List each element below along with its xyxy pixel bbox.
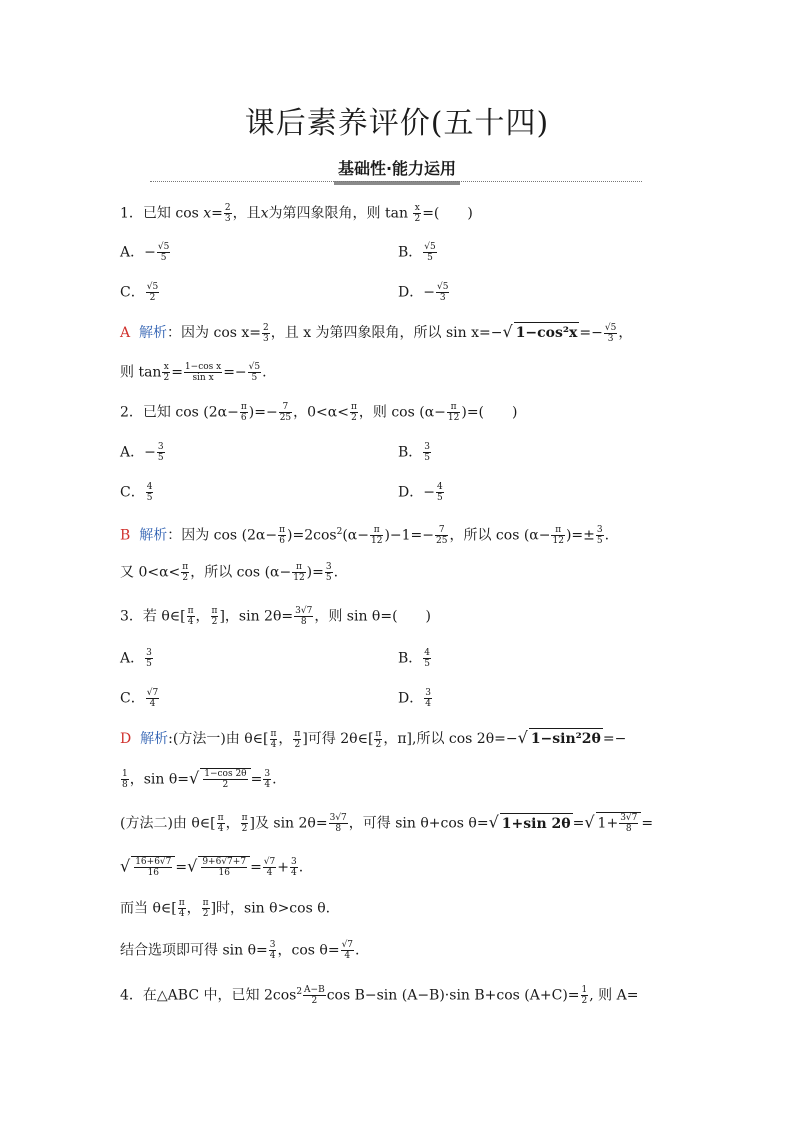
denominator: 12 <box>552 536 564 547</box>
text: ，可得 sin θ+cos θ= <box>348 815 489 832</box>
numerator: π <box>551 525 564 536</box>
text: ， <box>195 608 210 625</box>
denominator: 4 <box>291 868 297 878</box>
text: (α− <box>419 404 446 421</box>
text: ， <box>278 731 293 747</box>
text: cos B−sin (A−B)·sin B+cos (A+C)= <box>326 987 580 1004</box>
numerator: π <box>178 898 185 908</box>
numerator: 1 <box>581 985 588 996</box>
text: ]及 sin 2θ= <box>249 815 328 832</box>
q1-option-d <box>398 282 450 303</box>
denominator: 5 <box>157 453 164 463</box>
q1-solution-line-2 <box>120 362 680 383</box>
fraction <box>203 769 247 790</box>
denominator: 2 <box>294 739 301 750</box>
analysis-label: 解析 <box>139 325 168 341</box>
fraction <box>423 648 431 669</box>
numerator: √5 <box>436 282 449 292</box>
numerator: 3 <box>157 442 164 452</box>
denominator: 4 <box>270 739 277 750</box>
fraction <box>325 562 333 583</box>
numerator: x <box>163 362 169 372</box>
numerator: π <box>270 728 277 739</box>
q3-solution-line-1 <box>120 728 680 750</box>
option-label: D． <box>398 484 424 501</box>
fraction <box>292 562 305 583</box>
fraction <box>263 769 271 790</box>
denominator: 25 <box>279 413 292 423</box>
fraction <box>350 402 358 423</box>
fraction <box>303 985 326 1006</box>
denominator: 12 <box>447 413 460 423</box>
q3-option-c <box>120 688 160 709</box>
denominator: 8 <box>625 824 632 834</box>
superscript: 2 <box>296 987 303 997</box>
text: =( ) <box>422 205 473 222</box>
text: − <box>144 244 156 261</box>
denominator: 5 <box>436 493 443 503</box>
fraction <box>146 482 154 503</box>
fraction <box>270 729 278 750</box>
sqrt-icon: √ <box>584 812 595 832</box>
fraction <box>248 362 261 383</box>
text: ，π],所以 cos 2θ=− <box>383 731 518 747</box>
answer-letter: A <box>120 325 131 341</box>
option-label: B． <box>398 650 423 667</box>
numerator: √7 <box>341 940 354 950</box>
sqrt-content: 1+sin 2θ <box>500 813 573 834</box>
text: ，则 sin θ=( ) <box>314 608 431 625</box>
text: ，所以 cos <box>449 527 520 544</box>
superscript: 2 <box>336 527 343 537</box>
fraction <box>596 525 604 546</box>
numerator: 3√7 <box>620 813 638 823</box>
fraction <box>447 402 460 423</box>
sqrt-icon: √ <box>502 322 513 341</box>
fraction <box>436 282 449 303</box>
text: (方法二)由 θ∈[ <box>120 815 216 832</box>
denominator: 2 <box>581 996 588 1007</box>
denominator: 2 <box>351 413 357 423</box>
numerator: 1−cos x <box>184 362 222 372</box>
text: )=− <box>248 404 278 421</box>
text: = <box>250 859 262 876</box>
sqrt-icon: √ <box>187 856 198 876</box>
q2-option-a <box>120 442 166 463</box>
numerator: A−B <box>304 985 325 996</box>
numerator: 16+6√7 <box>135 857 172 867</box>
text: . <box>604 527 610 544</box>
numerator: 3 <box>269 940 276 950</box>
text: 2．已知 cos <box>120 404 199 421</box>
numerator: 3 <box>596 525 603 536</box>
q2-option-b <box>398 442 432 463</box>
denominator: 2 <box>414 214 421 224</box>
numerator: 1 <box>122 769 128 779</box>
denominator: 2 <box>149 293 156 303</box>
text: . <box>262 364 267 381</box>
denominator: 3 <box>607 333 614 344</box>
numerator: π <box>370 525 383 536</box>
text: − <box>423 484 435 501</box>
fraction <box>370 525 383 546</box>
fraction <box>146 282 159 303</box>
text: 4．在△ABC 中，已知 2cos <box>120 987 297 1004</box>
numerator: π <box>294 728 301 739</box>
q1-option-a <box>120 242 171 263</box>
option-label: A． <box>120 650 145 667</box>
denominator: 5 <box>325 573 332 583</box>
fraction <box>423 442 431 463</box>
sqrt-icon: √ <box>488 812 499 832</box>
denominator: 2 <box>182 573 189 583</box>
text: ，且 x 为第四象限角，所以 sin x=− <box>270 325 503 341</box>
fraction <box>201 857 247 878</box>
numerator: 7 <box>279 402 292 413</box>
numerator: π <box>217 813 224 823</box>
text: . <box>355 942 360 959</box>
denominator: 5 <box>596 536 603 547</box>
numerator: 3√7 <box>295 606 313 616</box>
denominator: 5 <box>251 373 258 383</box>
denominator: 3 <box>224 214 231 224</box>
answer-letter: B <box>120 527 131 544</box>
answer-letter: D <box>120 731 132 747</box>
denominator: 4 <box>178 909 185 919</box>
sqrt-icon: √ <box>189 768 200 788</box>
option-label: C． <box>120 690 145 707</box>
q2-solution-line-2 <box>120 562 680 583</box>
denominator: 4 <box>425 699 431 709</box>
option-label: B． <box>398 444 423 461</box>
fraction <box>178 898 186 919</box>
numerator: √5 <box>248 362 261 372</box>
denominator: 4 <box>269 951 276 961</box>
analysis-label: 解析 <box>140 731 169 747</box>
page-title: 课后素养评价(五十四) <box>244 106 550 141</box>
analysis-label: 解析 <box>139 527 168 544</box>
numerator: √5 <box>424 242 436 252</box>
numerator: π <box>211 606 218 616</box>
text: + <box>277 859 289 876</box>
option-label: B． <box>398 244 423 261</box>
denominator: sin x <box>192 373 214 383</box>
text: = <box>175 859 188 876</box>
numerator: π <box>240 402 247 412</box>
numerator: π <box>350 402 357 412</box>
text: )=2cos <box>287 527 337 544</box>
fraction <box>413 203 421 224</box>
fraction <box>184 362 222 383</box>
text: ，且 <box>232 205 261 222</box>
denominator: 5 <box>424 453 431 463</box>
numerator: 1−cos 2θ <box>204 769 247 779</box>
text: ， <box>225 815 240 832</box>
q3-option-d <box>398 688 433 709</box>
text: . <box>272 771 277 788</box>
q3-method-2-line-3 <box>120 898 680 919</box>
fraction <box>619 813 638 834</box>
text: =− <box>579 325 603 341</box>
sqrt-content <box>200 768 250 790</box>
text: ：因为 cos x= <box>167 325 262 341</box>
fraction <box>374 729 382 750</box>
fraction <box>157 442 165 463</box>
text: 1+ <box>597 815 619 832</box>
denominator: 6 <box>279 536 285 547</box>
text: 3．若 θ∈ <box>120 608 181 625</box>
numerator: 3√7 <box>329 813 347 823</box>
denominator: 2 <box>222 780 229 790</box>
text: [ <box>180 608 186 625</box>
option-label: A． <box>120 244 145 261</box>
text: . <box>333 564 339 581</box>
fraction <box>341 940 354 961</box>
fraction <box>436 482 444 503</box>
numerator: 3 <box>325 562 332 572</box>
denominator: 4 <box>344 951 351 961</box>
fraction <box>146 688 159 709</box>
numerator: 2 <box>224 203 231 213</box>
denominator: 8 <box>300 617 307 627</box>
numerator: π <box>202 898 209 908</box>
numerator: π <box>187 606 194 616</box>
denominator: 2 <box>163 373 170 383</box>
text: )−1=− <box>384 527 435 544</box>
denominator: 4 <box>264 780 271 790</box>
q2-option-c <box>120 482 154 503</box>
text: = <box>171 364 183 381</box>
text: = <box>250 771 263 788</box>
fraction <box>423 242 436 263</box>
sqrt-content <box>198 856 250 878</box>
fraction <box>290 857 298 878</box>
denominator: 5 <box>424 659 431 669</box>
fraction <box>241 813 249 834</box>
fraction <box>211 606 219 627</box>
question-1-stem <box>120 203 680 224</box>
numerator: 4 <box>424 648 431 658</box>
fraction <box>134 857 172 878</box>
q3-method-2-line-4 <box>120 940 680 961</box>
numerator: 3 <box>146 648 152 658</box>
q1-option-c <box>120 282 160 303</box>
text: (2α− <box>241 527 278 544</box>
denominator: 2 <box>202 909 209 919</box>
denominator: 12 <box>371 536 383 547</box>
text: ，sin θ= <box>129 771 190 788</box>
denominator: 16 <box>147 868 160 878</box>
numerator: π <box>279 525 286 536</box>
text: ， <box>618 325 633 341</box>
denominator: 4 <box>187 617 194 627</box>
denominator: 4 <box>266 868 273 878</box>
text: ，所以 cos <box>190 564 261 581</box>
fraction <box>269 940 277 961</box>
fraction <box>279 402 292 423</box>
text: ：因为 cos <box>167 527 238 544</box>
numerator: √5 <box>604 322 617 333</box>
text: x <box>260 205 269 222</box>
dotted-divider <box>150 181 642 182</box>
sqrt-content: 1−cos²x <box>514 322 580 343</box>
denominator: 2 <box>311 996 318 1007</box>
text: ]可得 2θ∈[ <box>302 731 374 747</box>
q3-method-2-line-2 <box>120 856 680 878</box>
text: =− <box>223 364 247 381</box>
fraction <box>240 402 248 423</box>
fraction <box>551 525 564 546</box>
text: ，0<α< <box>293 404 349 421</box>
q3-solution-line-2 <box>120 768 680 790</box>
text: ， <box>186 900 201 917</box>
option-label: D． <box>398 284 424 301</box>
question-2-stem <box>120 402 680 423</box>
text: 为第四象限角，则 tan <box>268 205 408 222</box>
numerator: 3 <box>424 442 431 452</box>
numerator: π <box>292 562 305 573</box>
fraction <box>262 323 270 344</box>
denominator: 5 <box>160 253 167 263</box>
numerator: π <box>375 728 382 739</box>
numerator: 2 <box>263 322 269 333</box>
text: = <box>211 205 223 222</box>
text: (α− <box>264 564 292 581</box>
numerator: √7 <box>146 688 159 698</box>
q1-option-b <box>398 242 438 263</box>
numerator: 3 <box>264 769 271 779</box>
fraction <box>224 203 232 224</box>
denominator: 3 <box>263 333 269 344</box>
text: = <box>641 815 654 832</box>
text: ]时，sin θ>cos θ. <box>210 900 331 917</box>
numerator: √7 <box>263 857 276 867</box>
text: =− <box>602 731 627 747</box>
text: (α− <box>342 527 369 544</box>
fraction <box>121 769 129 790</box>
text: )=( ) <box>461 404 518 421</box>
q3-option-b <box>398 648 432 669</box>
fraction <box>293 729 301 750</box>
denominator: 12 <box>293 573 305 583</box>
numerator: 7 <box>435 525 448 536</box>
text: 又 0<α< <box>120 564 181 581</box>
text: (α− <box>523 527 551 544</box>
denominator: 8 <box>122 780 128 790</box>
fraction <box>329 813 348 834</box>
fraction <box>435 525 448 546</box>
numerator: π <box>241 813 248 823</box>
numerator: 3 <box>425 688 431 698</box>
fraction <box>202 898 210 919</box>
fraction <box>294 606 313 627</box>
sqrt-content <box>131 856 175 878</box>
denominator: 2 <box>241 824 248 834</box>
q3-option-a <box>120 648 154 669</box>
denominator: 5 <box>146 659 152 669</box>
option-label: C． <box>120 484 145 501</box>
numerator: x <box>414 203 420 213</box>
text: x <box>203 205 212 222</box>
q2-solution-line-1 <box>120 522 680 546</box>
fraction <box>217 813 225 834</box>
denominator: 5 <box>146 493 153 503</box>
text: . <box>298 859 304 876</box>
numerator: π <box>182 562 189 572</box>
fraction <box>581 985 589 1006</box>
fraction <box>157 242 170 263</box>
q3-method-2-line-1 <box>120 812 680 834</box>
fraction <box>162 362 170 383</box>
sqrt-content <box>596 812 642 834</box>
denominator: 4 <box>149 699 156 709</box>
fraction <box>145 648 153 669</box>
text: 则 tan <box>120 364 162 381</box>
sqrt-icon: √ <box>120 856 131 876</box>
question-4-stem <box>120 982 680 1006</box>
text: :(方法一)由 θ∈[ <box>168 731 269 747</box>
option-label: C． <box>120 284 145 301</box>
denominator: 16 <box>218 868 230 878</box>
text: , 则 A= <box>589 987 639 1004</box>
fraction <box>604 323 617 344</box>
denominator: 6 <box>240 413 247 423</box>
text: = <box>572 815 585 832</box>
text: 1．已知 cos <box>120 205 199 222</box>
text: ，则 cos <box>358 404 415 421</box>
fraction <box>278 525 286 546</box>
denominator: 5 <box>427 253 433 263</box>
denominator: 8 <box>335 824 342 834</box>
option-label: A． <box>120 444 145 461</box>
fraction <box>263 857 276 878</box>
denominator: 3 <box>439 293 446 303</box>
denominator: 25 <box>436 536 448 547</box>
fraction <box>181 562 189 583</box>
section-label: 基础性·能力运用 <box>334 156 460 185</box>
q2-option-d <box>398 482 445 503</box>
denominator: 2 <box>211 617 218 627</box>
denominator: 2 <box>375 739 382 750</box>
text: − <box>423 284 435 301</box>
text: ]，sin 2θ= <box>219 608 294 625</box>
text: (2α− <box>203 404 239 421</box>
text: ，cos θ= <box>277 942 340 959</box>
text: 而当 θ∈[ <box>120 900 177 917</box>
question-3-stem <box>120 606 680 627</box>
numerator: √5 <box>157 242 170 252</box>
sqrt-icon: √ <box>517 728 528 747</box>
text: )=± <box>565 527 595 544</box>
text: )= <box>306 564 324 581</box>
option-label: D． <box>398 690 424 707</box>
text: − <box>144 444 156 461</box>
numerator: π <box>447 402 460 413</box>
fraction <box>424 688 432 709</box>
fraction <box>187 606 195 627</box>
numerator: 3 <box>291 857 297 867</box>
sqrt-content: 1−sin²2θ <box>529 728 603 749</box>
numerator: √5 <box>146 282 159 292</box>
text: 结合选项即可得 sin θ= <box>120 942 268 959</box>
numerator: 4 <box>436 482 443 492</box>
denominator: 4 <box>217 824 224 834</box>
q1-solution-line-1 <box>120 322 680 344</box>
numerator: 9+6√7+7 <box>202 857 247 867</box>
numerator: 4 <box>146 482 153 492</box>
